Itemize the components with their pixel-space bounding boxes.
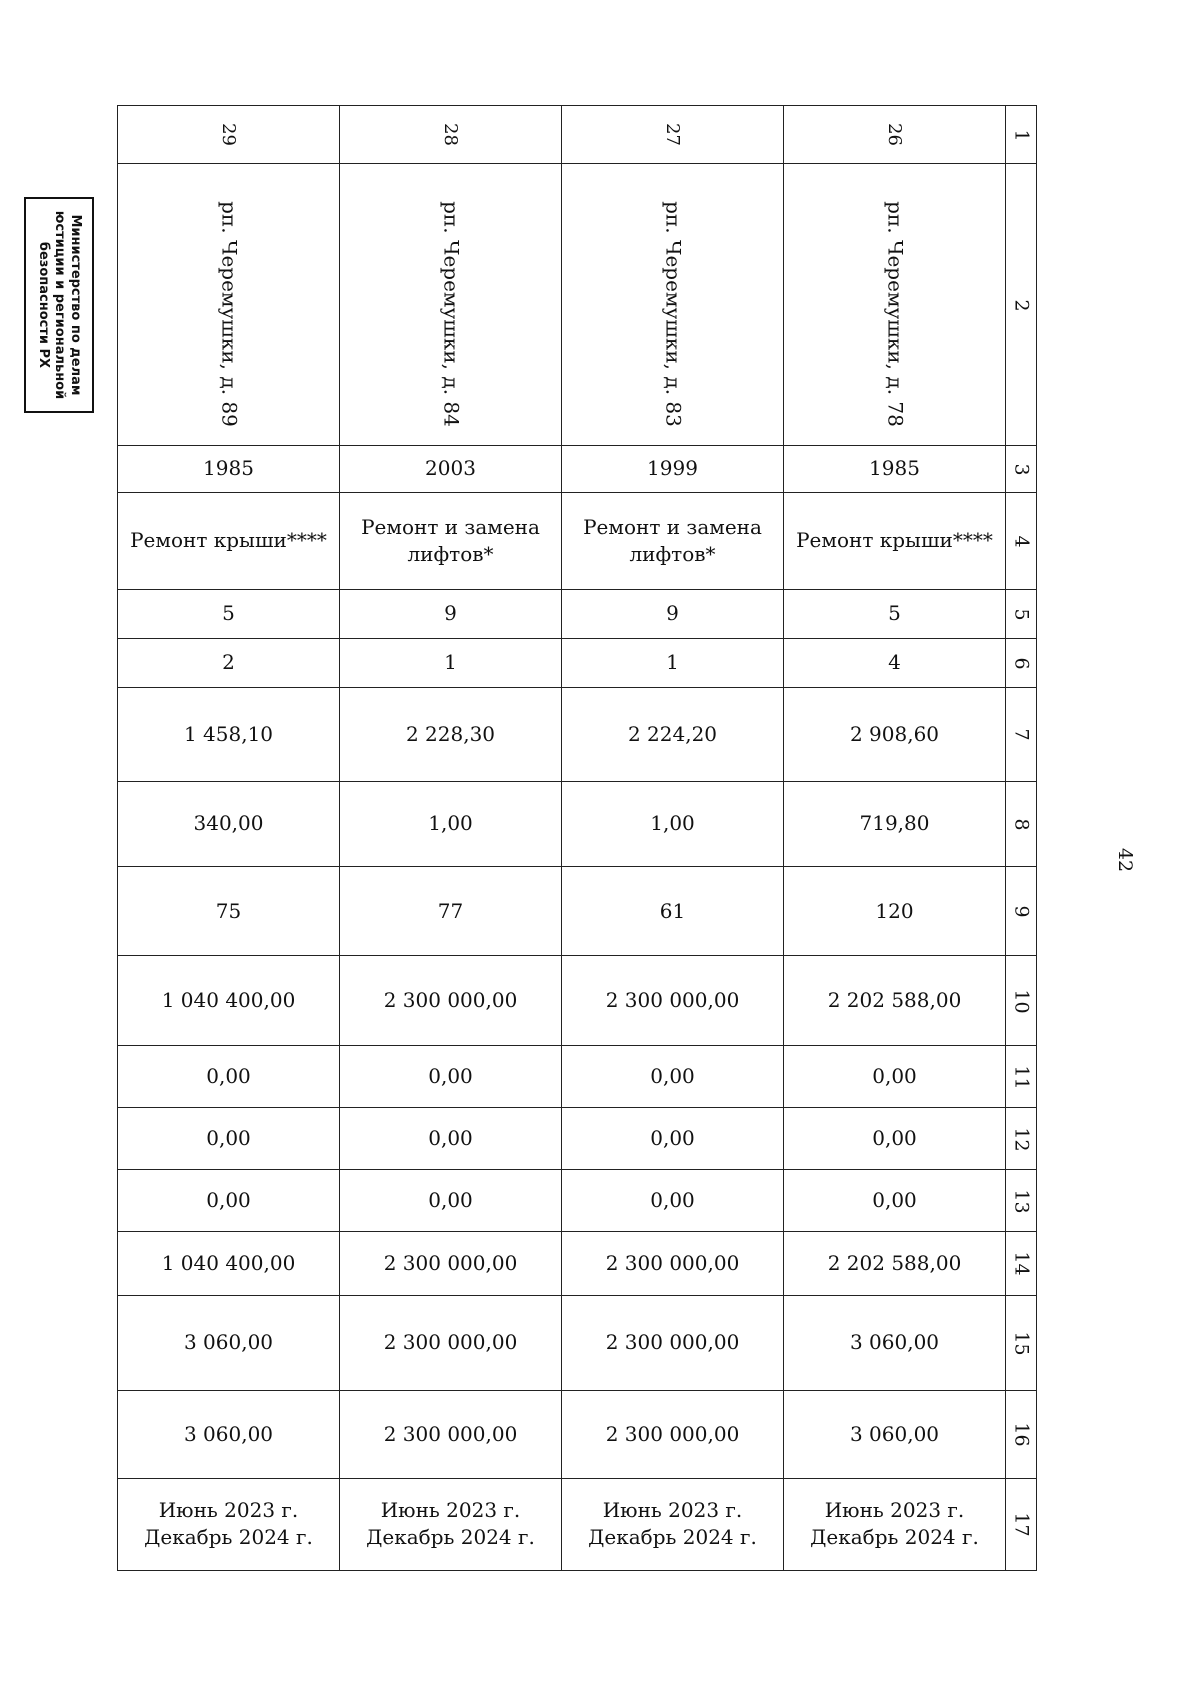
column-number: 10 xyxy=(1006,956,1037,1046)
page-number xyxy=(1113,845,1137,875)
area-cell: 719,80 xyxy=(784,781,1006,866)
unit-cost-cell: 3 060,00 xyxy=(118,1295,340,1390)
table-row-year xyxy=(118,446,1037,492)
column-number: 17 xyxy=(1006,1478,1037,1570)
funding-cell: 0,00 xyxy=(562,1170,784,1232)
ministry-stamp xyxy=(24,197,94,413)
table-row-total-area xyxy=(118,687,1037,781)
cost-total-cell: 2 300 000,00 xyxy=(340,956,562,1046)
work-type-cell: Ремонт крыши**** xyxy=(118,492,340,589)
column-number: 13 xyxy=(1006,1170,1037,1232)
table-row-15 xyxy=(118,1295,1037,1390)
residents-cell: 61 xyxy=(562,867,784,956)
year-cell: 1985 xyxy=(784,446,1006,492)
funding-cell: 0,00 xyxy=(562,1046,784,1108)
work-type-cell: Ремонт и замена лифтов* xyxy=(340,492,562,589)
funding-cell: 0,00 xyxy=(340,1108,562,1170)
table-row-residents xyxy=(118,867,1037,956)
repair-program-table xyxy=(117,105,1037,1571)
column-number: 14 xyxy=(1006,1232,1037,1295)
floors-cell: 5 xyxy=(784,589,1006,638)
funding-cell: 0,00 xyxy=(784,1170,1006,1232)
address-cell: рп. Черемушки, д. 89 xyxy=(118,164,340,446)
column-number: 4 xyxy=(1006,492,1037,589)
cost-total-cell: 1 040 400,00 xyxy=(118,956,340,1046)
table-row-12 xyxy=(118,1108,1037,1170)
period-cell: Июнь 2023 г. Декабрь 2024 г. xyxy=(784,1478,1006,1570)
unit-cost-cell: 2 300 000,00 xyxy=(340,1295,562,1390)
record-num-cell: 26 xyxy=(784,106,1006,164)
page-number-text: 42 xyxy=(1114,847,1136,873)
total-area-cell: 2 224,20 xyxy=(562,687,784,781)
column-number: 6 xyxy=(1006,638,1037,687)
year-cell: 2003 xyxy=(340,446,562,492)
cost-total-cell: 2 300 000,00 xyxy=(562,956,784,1046)
funding-cell: 2 300 000,00 xyxy=(340,1232,562,1295)
record-num-cell: 28 xyxy=(340,106,562,164)
year-cell: 1999 xyxy=(562,446,784,492)
table-row-address xyxy=(118,164,1037,446)
total-area-cell: 1 458,10 xyxy=(118,687,340,781)
column-number: 15 xyxy=(1006,1295,1037,1390)
column-number: 16 xyxy=(1006,1390,1037,1478)
area-cell: 1,00 xyxy=(562,781,784,866)
column-number: 8 xyxy=(1006,781,1037,866)
funding-cell: 0,00 xyxy=(118,1170,340,1232)
record-num-cell: 29 xyxy=(118,106,340,164)
table-row-11 xyxy=(118,1046,1037,1108)
record-num-cell: 27 xyxy=(562,106,784,164)
column-number: 2 xyxy=(1006,164,1037,446)
stamp-line: безопасности РХ xyxy=(36,241,51,369)
year-cell: 1985 xyxy=(118,446,340,492)
floors-cell: 5 xyxy=(118,589,340,638)
stamp-line: юстиции и региональной xyxy=(52,210,67,400)
floors-cell: 9 xyxy=(340,589,562,638)
funding-cell: 2 300 000,00 xyxy=(562,1232,784,1295)
work-type-cell: Ремонт и замена лифтов* xyxy=(562,492,784,589)
total-area-cell: 2 228,30 xyxy=(340,687,562,781)
funding-cell: 1 040 400,00 xyxy=(118,1232,340,1295)
address-cell: рп. Черемушки, д. 83 xyxy=(562,164,784,446)
address-cell: рп. Черемушки, д. 78 xyxy=(784,164,1006,446)
table-row-cost-total xyxy=(118,956,1037,1046)
table-row-area-8 xyxy=(118,781,1037,866)
column-number: 9 xyxy=(1006,867,1037,956)
residents-cell: 77 xyxy=(340,867,562,956)
table-row-num xyxy=(118,106,1037,164)
funding-cell: 0,00 xyxy=(784,1046,1006,1108)
unit-cost-cell: 3 060,00 xyxy=(118,1390,340,1478)
table-row-13 xyxy=(118,1170,1037,1232)
total-area-cell: 2 908,60 xyxy=(784,687,1006,781)
column-number: 1 xyxy=(1006,106,1037,164)
entrances-cell: 4 xyxy=(784,638,1006,687)
table-row-16 xyxy=(118,1390,1037,1478)
residents-cell: 120 xyxy=(784,867,1006,956)
unit-cost-cell: 2 300 000,00 xyxy=(562,1295,784,1390)
funding-cell: 0,00 xyxy=(118,1046,340,1108)
entrances-cell: 1 xyxy=(340,638,562,687)
table-row-14 xyxy=(118,1232,1037,1295)
stamp-line: Министерство по делам xyxy=(68,214,83,396)
funding-cell: 0,00 xyxy=(784,1108,1006,1170)
column-number: 3 xyxy=(1006,446,1037,492)
column-number: 7 xyxy=(1006,687,1037,781)
column-number: 5 xyxy=(1006,589,1037,638)
entrances-cell: 2 xyxy=(118,638,340,687)
unit-cost-cell: 2 300 000,00 xyxy=(562,1390,784,1478)
table-row-work-type xyxy=(118,492,1037,589)
period-cell: Июнь 2023 г. Декабрь 2024 г. xyxy=(562,1478,784,1570)
floors-cell: 9 xyxy=(562,589,784,638)
funding-cell: 2 202 588,00 xyxy=(784,1232,1006,1295)
address-cell: рп. Черемушки, д. 84 xyxy=(340,164,562,446)
stamp-text xyxy=(35,200,83,410)
funding-cell: 0,00 xyxy=(340,1046,562,1108)
table-row-period xyxy=(118,1478,1037,1570)
cost-total-cell: 2 202 588,00 xyxy=(784,956,1006,1046)
entrances-cell: 1 xyxy=(562,638,784,687)
column-number: 11 xyxy=(1006,1046,1037,1108)
work-type-cell: Ремонт крыши**** xyxy=(784,492,1006,589)
unit-cost-cell: 3 060,00 xyxy=(784,1390,1006,1478)
area-cell: 1,00 xyxy=(340,781,562,866)
funding-cell: 0,00 xyxy=(118,1108,340,1170)
column-number: 12 xyxy=(1006,1108,1037,1170)
table-row-floors xyxy=(118,589,1037,638)
funding-cell: 0,00 xyxy=(562,1108,784,1170)
period-cell: Июнь 2023 г. Декабрь 2024 г. xyxy=(118,1478,340,1570)
unit-cost-cell: 3 060,00 xyxy=(784,1295,1006,1390)
unit-cost-cell: 2 300 000,00 xyxy=(340,1390,562,1478)
area-cell: 340,00 xyxy=(118,781,340,866)
funding-cell: 0,00 xyxy=(340,1170,562,1232)
residents-cell: 75 xyxy=(118,867,340,956)
table-row-entrances xyxy=(118,638,1037,687)
period-cell: Июнь 2023 г. Декабрь 2024 г. xyxy=(340,1478,562,1570)
